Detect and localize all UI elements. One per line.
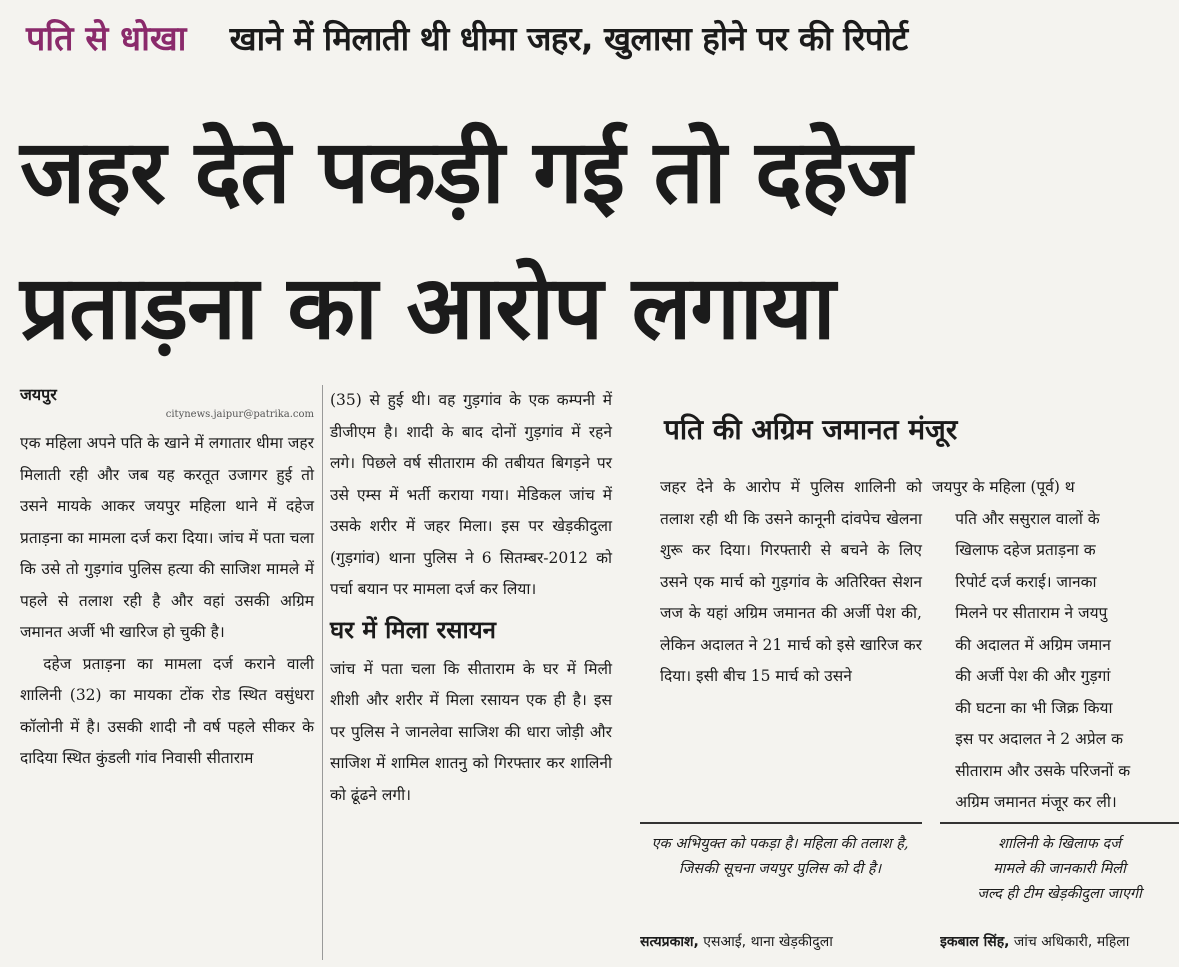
paragraph: एक महिला अपने पति के खाने में लगातार धीमा जहर मिलाती रही और जब यह करतूत उजागर हुई तो उसने मायके आकर जयपुर महिला थाने में दहेज प्रताड़ना का मामला दर्ज करा दिया। जांच में पता चला कि उसे तो गुड़गांव पुलिस हत्या की साजिश मामले में पहले से तलाश रही है और वहां उसकी अग्रिम जमानत अर्जी भी खारिज हो चुकी है। [20, 434, 314, 641]
quote-credit-1 [640, 932, 920, 951]
column-line: की अर्जी पेश की और गुड़गां [955, 667, 1111, 685]
column-line: इस पर अदालत ने 2 अप्रेल क [955, 730, 1124, 748]
paragraph: जांच में पता चला कि सीताराम के घर में मिली शीशी और शरीर में मिला रसायन एक ही है। इस पर पुलिस ने जानलेवा साजिश की धारा जोड़ी और साजिश में शामिल शातनु को गिरफ्तार कर शालिनी को ढूंढने लगी। [330, 659, 612, 804]
column-divider [322, 385, 323, 960]
reporter-email: citynews.jaipur@patrika.com [165, 409, 314, 420]
strapline-row [26, 14, 1167, 84]
paragraph: जहर देने के आरोप में पुलिस शालिनी को तलाश रही थी कि उसने कानूनी दांवपेच खेलना शुरू कर दिया। गिरफ्तारी से बचने के लिए उसने एक मार्च को गुड़गांव के अतिरिक्त सेशन जज के यहां अग्रिम जमानत की अर्जी पेश की, लेकिन अदालत ने 21 मार्च को इसे खारिज कर दिया। इसी बीच 15 मार्च को उसने [660, 478, 922, 685]
quote-line: शालिनी के खिलाफ दर्ज [998, 836, 1121, 852]
section-kicker: पति से धोखा [26, 19, 187, 59]
paragraph: दहेज प्रताड़ना का मामला दर्ज कराने वाली शालिनी (32) का मायका टोंक रोड स्थित वसुंधरा कॉलोनी में है। उसकी शादी नौ वर्ष पहले सीकर के दादिया स्थित कुंडली गांव निवासी सीताराम [20, 654, 314, 767]
article-column-2 [330, 385, 612, 811]
article-column-3 [660, 472, 922, 693]
article-column-1 [20, 382, 314, 775]
pull-quote-1: एक अभियुक्त को पकड़ा है। महिला की तलाश है, जिसकी सूचना जयपुर पुलिस को दी है। [651, 836, 909, 877]
column-line: सीताराम और उसके परिजनों क [955, 761, 1131, 780]
quote-line: जल्द ही टीम खेड़कीदुला जाएगी [977, 886, 1142, 902]
main-headline: जहर देते पकड़ी गई तो दहेज प्रताड़ना का आरोप लगाया [20, 120, 911, 359]
column-line: पति और ससुराल वालों के [955, 509, 1100, 528]
strapline: खाने में मिलाती थी धीमा जहर, खुलासा होने पर की रिपोर्ट [229, 18, 908, 58]
quote-divider [940, 822, 1179, 824]
subheading: घर में मिला रसायन [330, 615, 496, 644]
article-column-4 [932, 472, 1179, 819]
credit-role: जांच अधिकारी, महिला [1009, 934, 1130, 950]
quote-divider [640, 822, 922, 824]
credit-name: इकबाल सिंह, [940, 934, 1010, 950]
column-line: मिलने पर सीताराम ने जयपु [955, 604, 1108, 622]
quote-credit-2 [940, 932, 1179, 951]
column-line: जयपुर के महिला (पूर्व) थ [932, 478, 1075, 496]
column-line: रिपोर्ट दर्ज कराई। जानका [955, 572, 1097, 591]
column-line: की घटना का भी जिक्र किया [955, 698, 1113, 717]
quote-line: मामले की जानकारी मिली [993, 861, 1126, 877]
credit-name: सत्यप्रकाश, [640, 934, 699, 950]
subheading-right: पति की अग्रिम जमानत मंजूर [664, 413, 958, 446]
credit-role: एसआई, थाना खेड़कीदुला [698, 934, 833, 950]
column-line: खिलाफ दहेज प्रताड़ना क [955, 541, 1096, 559]
column-line: की अदालत में अग्रिम जमान [955, 635, 1111, 654]
dateline: जयपुर [20, 385, 57, 404]
pull-quote-2 [940, 832, 1179, 907]
paragraph: (35) से हुई थी। वह गुड़गांव के एक कम्पनी में डीजीएम है। शादी के बाद दोनों गुड़गांव में रहने लगे। पिछले वर्ष सीताराम की तबीयत बिगड़ने पर उसे एम्स में भर्ती कराया गया। मेडिकल जांच में उसके शरीर में जहर मिला। इस पर खेड़कीदुला (गुड़गांव) थाना पुलिस ने 6 सितम्बर-2012 को पर्चा बयान पर मामला दर्ज कर लिया। [330, 391, 612, 598]
column-line: अग्रिम जमानत मंजूर कर ली। [955, 793, 1117, 811]
